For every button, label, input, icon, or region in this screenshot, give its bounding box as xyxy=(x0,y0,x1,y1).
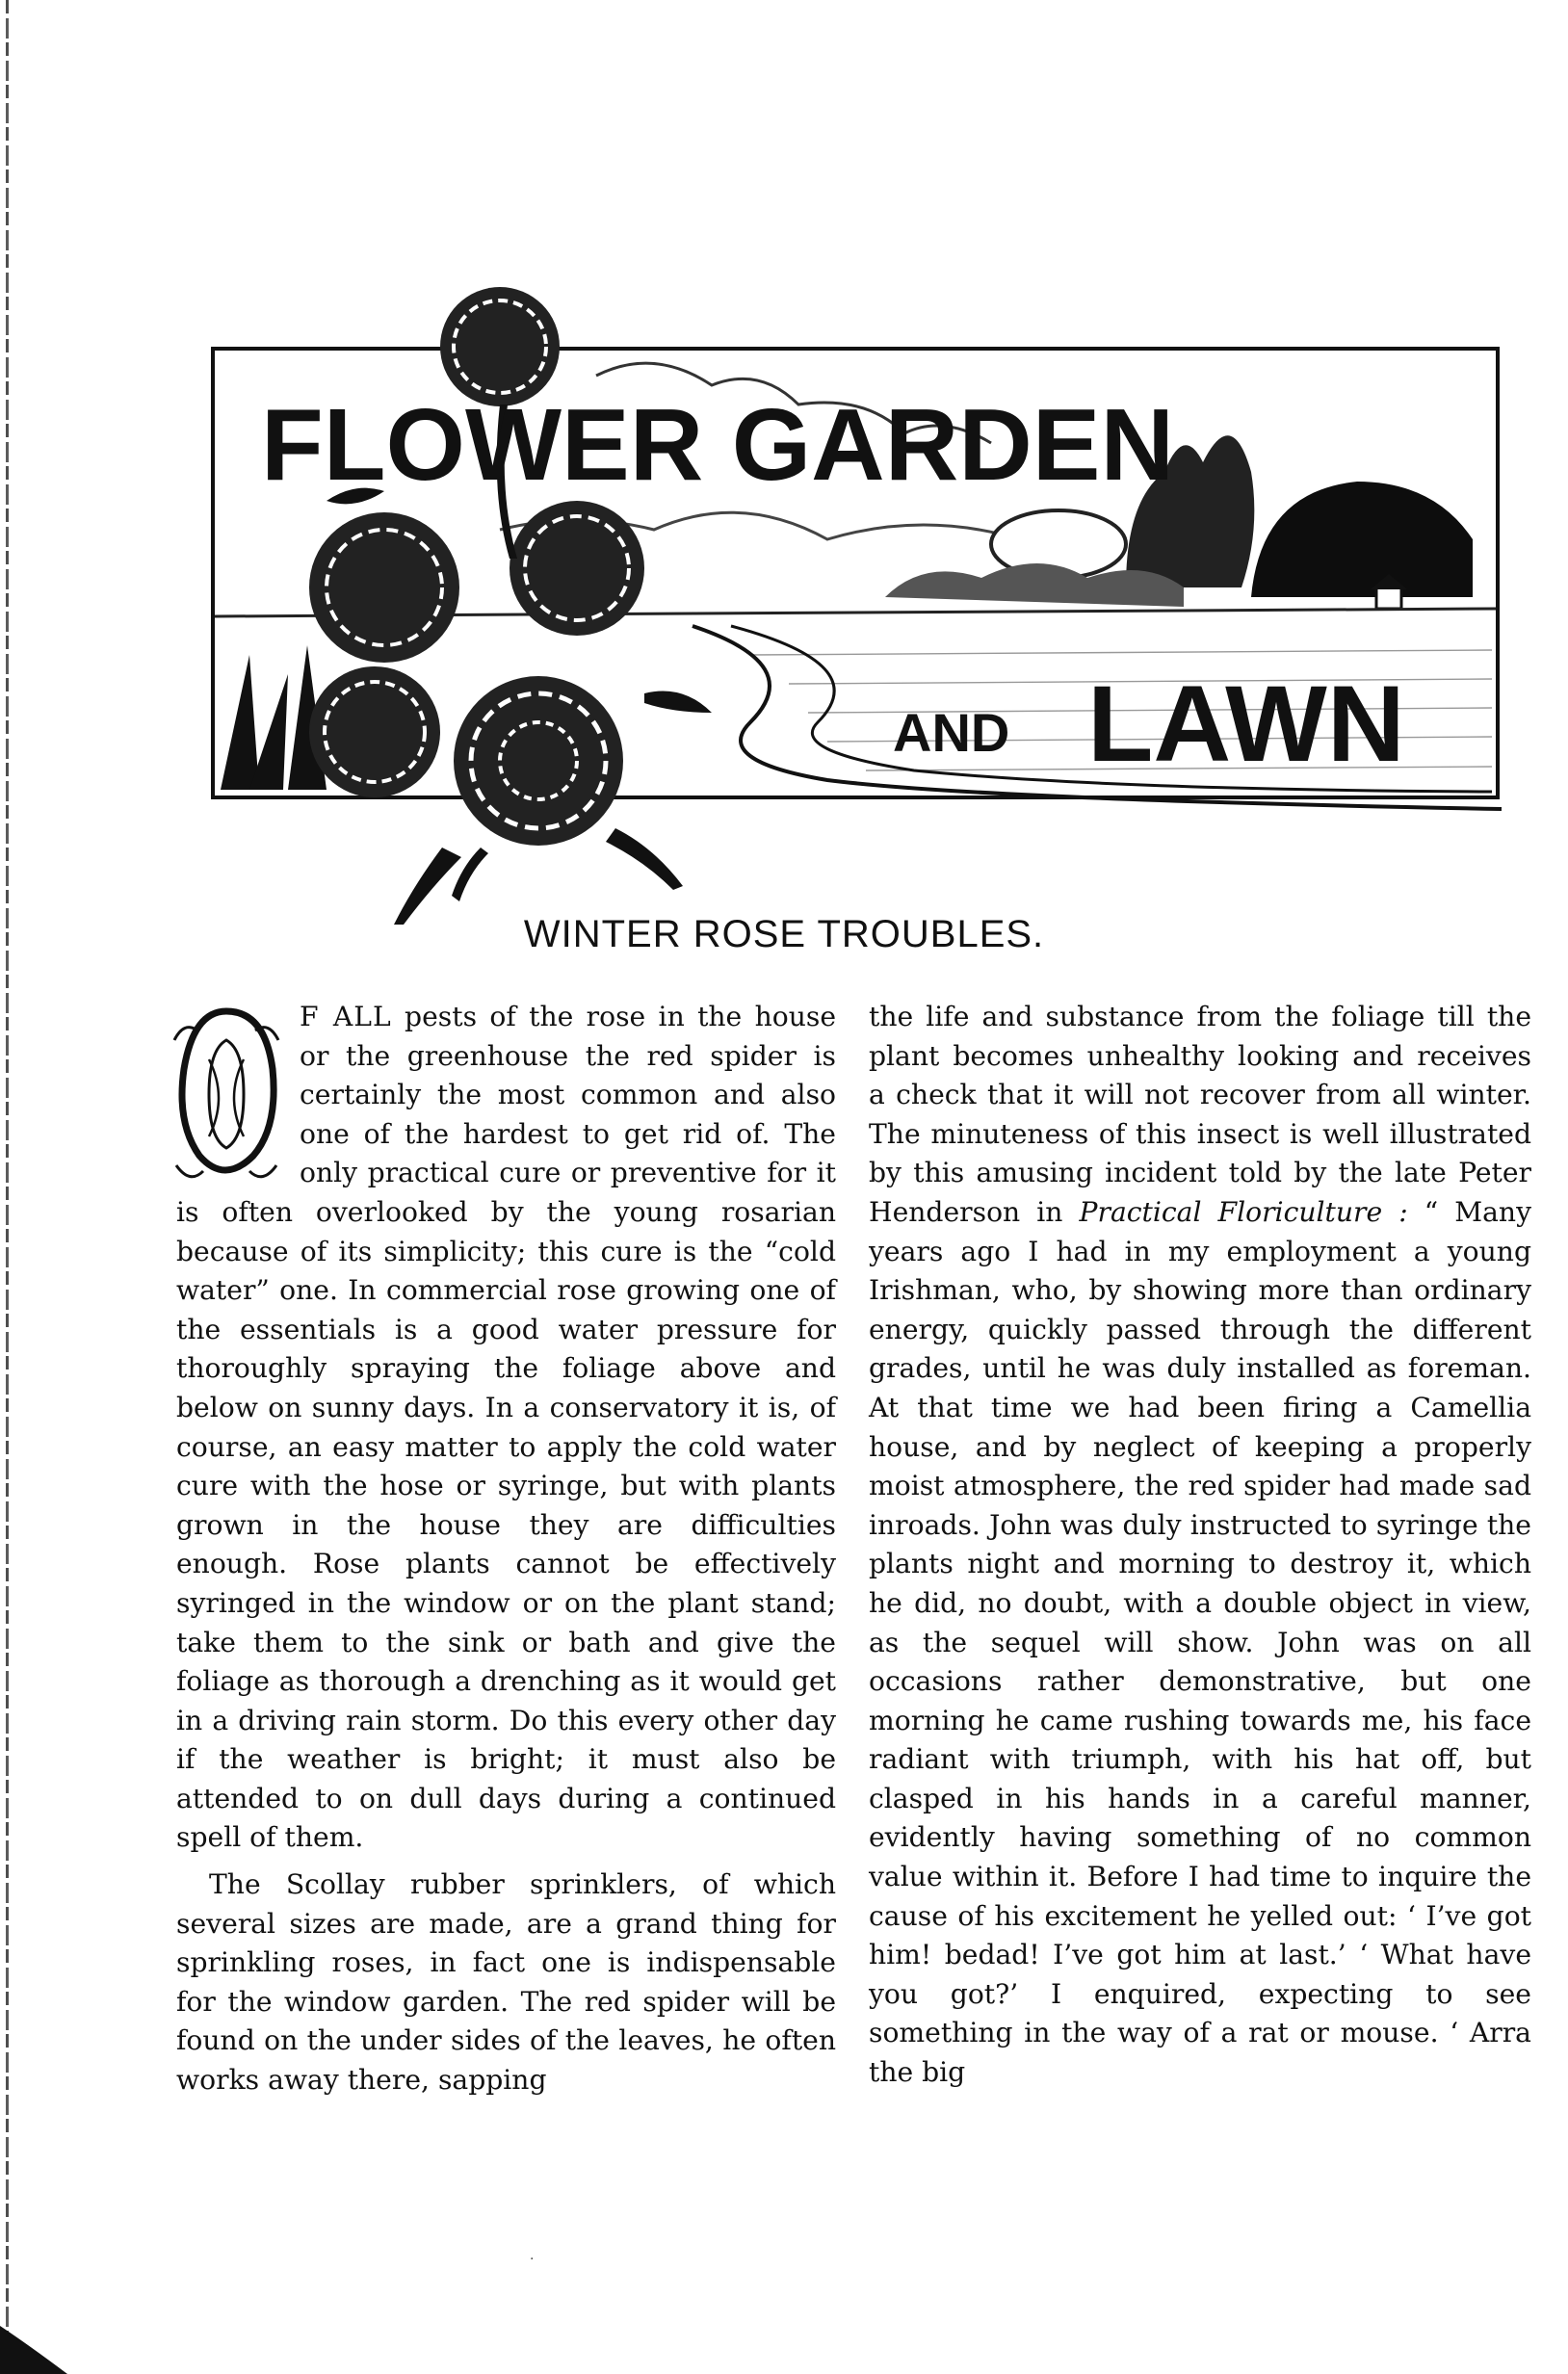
ornamental-dropcap xyxy=(167,1002,286,1190)
dropcap-letter: O xyxy=(226,1190,227,1191)
right-text-part2: “ Many years ago I had in my employment a young Irishman, who, by showing more than ordinary energy, quickly passed through the different grades, until he was duly installed as foreman. At that time we had been firing a Camellia house, and by neglect of keeping a properly moist atmosphere, the red spider had made sad inroads. John was duly instructed to syringe the plants night and morning to destroy it, which he did, no doubt, with a double object in view, as the sequel will show. John was on all occasions rather demonstrative, but one morning he came rushing towards me, his face radiant with triumph, with his hat off, but clasped in his hands in a careful manner, evidently having something of no common value within it. Before I had time to inquire the cause of his excitement he yelled out: ‘ I’ve got him! bedad! I’ve got him at last.’ ‘ What have you got?’ I enquired, expecting to see something in the way of a rat or mouse. ‘ Arra the big xyxy=(869,1195,1532,2089)
right-paragraph xyxy=(869,998,1531,2093)
book-title: Practical Floriculture : xyxy=(1079,1195,1408,1228)
page-corner-shadow xyxy=(0,2316,67,2374)
flower-garden-and-lawn-banner xyxy=(211,308,1502,925)
left-paragraph-1 xyxy=(176,998,836,1858)
para1-text: pests of the rose in the house or the greenhouse the red spider is certainly the most common and also one of the hardest to get rid of. The only practical cure or preventive for it is often overlooked by the young rosarian because of its simplicity; this cure is the “cold water” one. In commercial rose growing one of the essentials is a good water pressure for thoroughly spraying the foliage above and below on sunny days. In a conservatory it is, of course, an easy matter to apply the cold water cure with the hose or syringe, but with plants grown in the house they are difficulties enough. Rose plants cannot be effectively syringed in the window or on the plant stand; take them to the sink or bath and give the foliage as thorough a drenching as it would get in a driving rain storm. Do this every other day if the weather is bright; it must also be attended to on dull days during a continued spell of them. xyxy=(176,1001,836,1854)
banner-illustration xyxy=(211,308,1502,925)
banner-title-line1: FLOWER GARDEN xyxy=(261,388,1175,502)
left-paragraph-2: The Scollay rubber sprinklers, of which several sizes are made, are a grand thing for sprinkling roses, in fact one is indispensable for the window garden. The red spider will be found on the under sides of the leaves, he often works away there, sapping xyxy=(176,1868,836,2097)
small-house xyxy=(1376,587,1401,609)
para1-lead: F ALL xyxy=(300,1001,392,1032)
page-speck: · xyxy=(530,2252,535,2267)
banner-title-and: AND xyxy=(893,702,1010,763)
page-binding-edge xyxy=(6,0,9,2374)
banner-title-lawn: LAWN xyxy=(1087,664,1405,784)
right-text-part1: the life and substance from the foliage till the plant becomes unhealthy looking and receives a check that it will not recover from all winter. The minuteness of this insect is well illustrated by this amusing incident told by the late Peter Henderson in xyxy=(869,1001,1531,1228)
article-title: WINTER ROSE TROUBLES. xyxy=(523,913,1045,955)
dropcap-ornament xyxy=(167,1002,286,1190)
left-column xyxy=(176,998,836,2100)
right-column xyxy=(869,998,1531,2093)
